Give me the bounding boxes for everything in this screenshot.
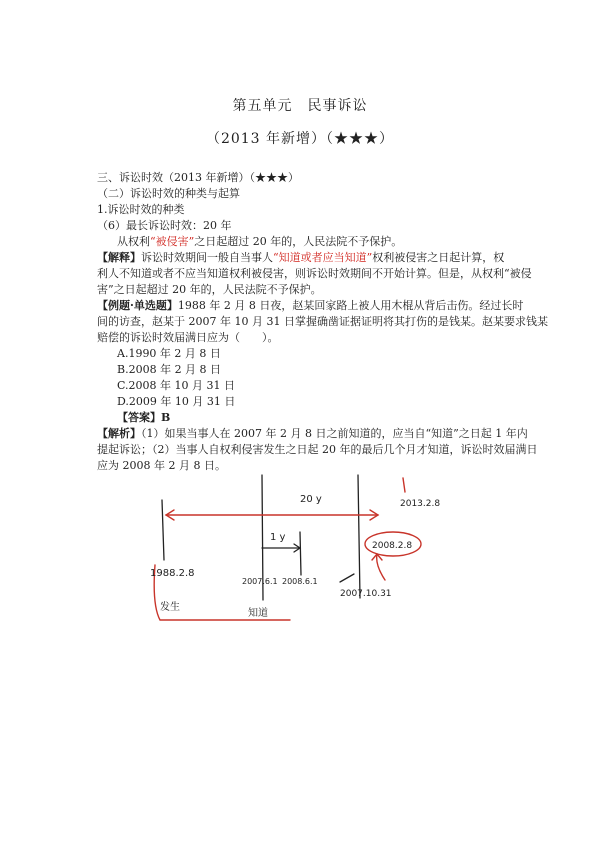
label-20y: 20 y: [300, 494, 322, 505]
option-b: B.2008 年 2 月 8 日: [117, 363, 222, 376]
discovery-mark: [358, 475, 360, 598]
item-1: 1.诉讼时效的种类: [97, 203, 185, 216]
label-expiry-date: 2008.2.8: [372, 541, 413, 551]
label-1y: 1 y: [270, 532, 286, 543]
page-subtitle: （2013 年新增）（★★★）: [205, 131, 395, 147]
explain-line-1: [97, 250, 517, 266]
option-c: C.2008 年 10 月 31 日: [117, 379, 235, 392]
example-line-1: [97, 298, 524, 314]
analysis-line-2: 提起诉讼；（2）当事人自权利侵害发生之日起 20 年的最后几个月才知道，诉讼时效届满日: [97, 443, 538, 456]
label-known-date: 2007.10.31: [340, 589, 392, 599]
label-known-note: 知道: [248, 608, 268, 619]
explain-tag: 【解释】: [97, 251, 141, 264]
one-year-end-mark: [300, 532, 301, 575]
option-date-arrow: [403, 478, 405, 492]
rule-post: 之日起超过 20 年的，人民法院不予保护。: [194, 235, 403, 248]
item-6: （6）最长诉讼时效：20 年: [97, 219, 232, 232]
explain-l1-pre: 诉讼时效期间一般自当事人: [141, 251, 273, 264]
analysis-l1: （1）如果当事人在 2007 年 2 月 8 日之前知道的，应当自“知道”之日起 1 年内: [141, 427, 528, 440]
label-option-date: 2013.2.8: [400, 499, 441, 509]
label-start-date: 1988.2.8: [150, 568, 195, 579]
label-start-note: 发生: [160, 602, 180, 613]
section-heading: 三、诉讼时效（2013 年新增）（★★★）: [97, 171, 299, 184]
analysis-line-1: [97, 426, 528, 442]
start-mark: [162, 500, 164, 560]
rule-highlight: “被侵害”: [150, 235, 195, 248]
subsection-heading: （二）诉讼时效的种类与起算: [97, 187, 240, 200]
analysis-line-3: 应为 2008 年 2 月 8 日。: [97, 459, 226, 472]
explain-line-2: 利人不知道或者不应当知道权利被侵害，则诉讼时效期间不开始计算。但是，从权利“被侵: [97, 267, 532, 280]
rule-pre: 从权利: [117, 235, 150, 248]
example-tag: 【例题·单选题】: [97, 299, 178, 312]
analysis-tag: 【解析】: [97, 427, 141, 440]
example-line-3: 赔偿的诉讼时效届满日应为（ ）。: [97, 331, 279, 344]
label-d2: 2008.6.1: [282, 577, 318, 586]
option-a: A.1990 年 2 月 8 日: [117, 347, 221, 360]
answer: 【答案】B: [117, 411, 171, 424]
option-d: D.2009 年 10 月 31 日: [117, 395, 236, 408]
rule-text: [117, 234, 537, 250]
explain-line-3: 害”之日起超过 20 年的，人民法院不予保护。: [97, 283, 322, 296]
known-pointer: [340, 574, 354, 582]
example-line-2: 间的访查，赵某于 2007 年 10 月 31 日掌握确凿证据证明将其打伤的是钱某。赵某要求钱某: [97, 315, 548, 328]
example-l1: 1988 年 2 月 8 日夜，赵某回家路上被人用木棍从背后击伤。经过长时: [177, 299, 524, 312]
explain-highlight: “知道或者应当知道”: [273, 251, 373, 264]
explain-l1-post: 权利被侵害之日起计算，权: [372, 251, 505, 264]
page-title: 第五单元 民事诉讼: [232, 98, 368, 114]
timeline-sketch: [0, 470, 600, 630]
label-d1: 2007.6.1: [242, 577, 278, 586]
